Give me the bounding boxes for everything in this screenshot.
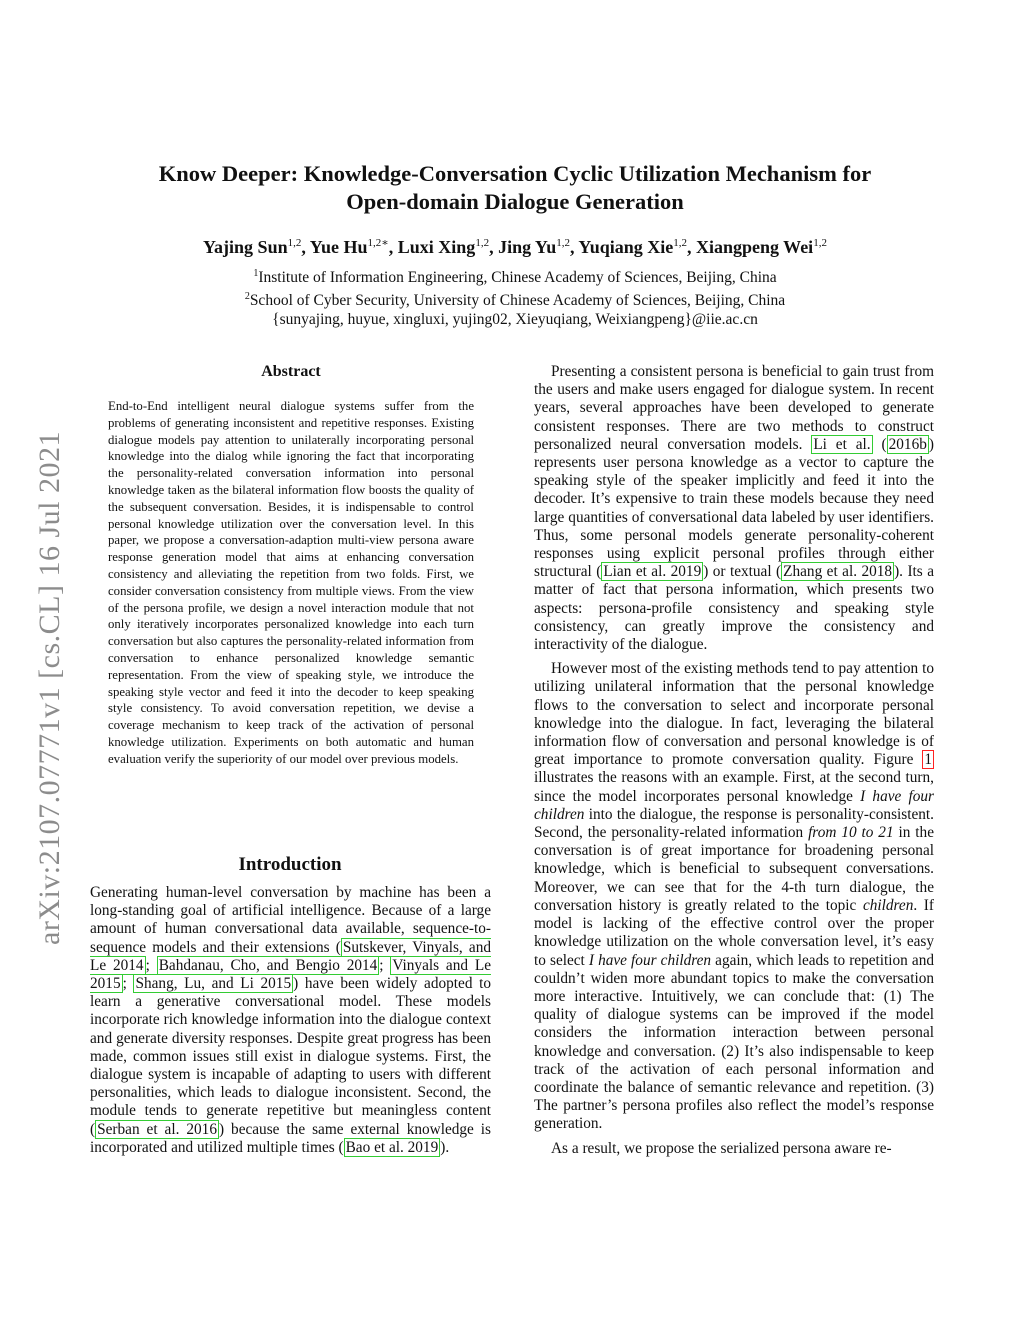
intro-text: ;: [379, 956, 391, 974]
author-affil: 1,2∗: [367, 237, 389, 249]
affiliation-marker: 1: [253, 268, 259, 279]
intro-text: ).: [440, 1138, 450, 1156]
intro-text: ;: [122, 975, 134, 993]
author-affil: 1,2: [813, 237, 827, 249]
paragraph-result: As a result, we propose the serialized persona aware re-: [551, 1139, 892, 1157]
body-text: again, which leads to repetition and couldn’t widen more abundant topics to make the conversation more interactive. Intuitively, we can conclude that: (1) The quality of dialogue systems can be improved if the model considers the information interaction between personal knowledge and conversation. (2) It’s also indispensable to keep track of the activation of each personal information and coordinate the balance of semantic relevance and repetition. (3) The partner’s persona profiles also reflect the model’s response generation.: [534, 951, 935, 1133]
body-text: ) or textual (: [703, 563, 782, 581]
author-list: Yajing Sun$^{1,2}$, Yue $Hu^{1,2∗}$, Luxi Xing$^{1,2}$, Jing Yu$^{1,2}$, Yuqiang Xie$^{1,2}$, Xiangpeng Wei$^{1,2}$: [203, 237, 827, 257]
author-affil: 1,2: [287, 237, 302, 249]
arxiv-watermark: arXiv:2107.07771v1 [cs.CL] 16 Jul 2021: [33, 431, 66, 945]
citation-link[interactable]: Lian et al. 2019: [603, 563, 702, 581]
citation-link[interactable]: Shang, Lu, and Li 2015: [135, 975, 292, 993]
intro-text: ) because the same external knowledge is incorporated and utilized multiple times (: [90, 1120, 491, 1156]
paper-title: [100, 160, 930, 216]
affiliation-text: Institute of Information Engineering, Chinese Academy of Sciences, Beijing, China: [258, 269, 777, 287]
citation-link[interactable]: Vinyals and Le 2015: [90, 956, 491, 993]
citation-link[interactable]: Serban et al. 2016: [97, 1120, 217, 1138]
abstract-body: End-to-End intelligent neural dialogue systems suffer from the problems of generating inconsistent and repetitive responses. Existing dialogue models pay attention to unilaterally incorporating personal knowledge into the dialog while ignoring the fact that incorporating the personality-related conversation information into personal knowledge taken as the bilateral information flow boosts the quality of the subsequent conversation. Besides, it is indispensable to control personal knowledge utilization over the conversation level. In this paper, we propose a conversation-adaption multi-view persona aware response generation model that aims at enhancing conversation consistency and alleviating the repetition from two folds. First, we consider conversation consistency from multiple views. From the view of the persona profile, we design a novel interaction module that not only iteratively incorporates personalized knowledge into each turn conversation but also captures the personality-related information from conversation to enhance personalized knowledge semantic representation. From the view of speaking style, we introduce the speaking style vector and feed it into the decoder to keep speaking style consistency. To avoid conversation repetition, we devise a coverage mechanism to keep track of the activation of personal knowledge utilization. Experiments on both automatic and human evaluation verify the superiority of our model over previous models.: [108, 399, 474, 766]
author-affil: 1,2: [475, 237, 490, 249]
author: Jing Yu: [498, 237, 557, 257]
author-emails: {sunyajing, huyue, xingluxi, yujing02, Xieyuqiang, Weixiangpeng}@iie.ac.cn: [272, 311, 758, 329]
emphasis-text: I have four children: [588, 951, 712, 969]
citation-link[interactable]: Bahdanau, Cho, and Bengio 2014: [158, 956, 378, 974]
author-affil: 1,2: [556, 237, 571, 249]
affiliation-2: [60, 287, 970, 310]
emphasis-text: from 10 to 21: [808, 824, 894, 842]
citation-link[interactable]: Bao et al. 2019: [345, 1138, 439, 1156]
introduction-heading: Introduction: [238, 854, 342, 875]
paragraph-bilateral: [534, 660, 934, 1133]
body-text: ). Its a matter of fact that persona information, which presents two aspects: persona-profile consistency and speaking style consistency, can greatly improve the consistency and interactivity of the dialogue.: [534, 563, 934, 654]
emphasis-text: children: [862, 896, 914, 914]
affiliations: [60, 264, 970, 329]
body-text: (: [872, 435, 887, 453]
title-line-2: Open-domain Dialogue Generation: [346, 189, 684, 214]
body-text: However most of the existing methods tend to pay attention to utilizing unilateral information that the personal knowledge flows to the conversation to select and incorporate personal knowledge into the dialogue. In fact, leveraging the bilateral information flow of conversation and personal knowledge is of great importance to promote conversation quality. Figure: [534, 660, 934, 769]
body-text: into the dialogue, the response is personality-consistent. Second, the personality-related information: [534, 805, 934, 842]
citation-link[interactable]: Zhang et al. 2018: [783, 563, 893, 581]
intro-text: ;: [145, 956, 157, 974]
body-text: illustrates the reasons with an example. First, at the second turn, since the model incorporates personal knowledge: [534, 769, 934, 805]
citation-link[interactable]: Li et al.: [813, 435, 871, 453]
body-text: ) represents user persona knowledge as a vector to capture the speaking style of the speaker implicitly and feed it into the decoder. It’s expensive to train these models because they need large quantities of conversational data labeled by user identifiers. Thus, some personal models generate personality-coherent responses using explicit personal profiles through either structural (: [534, 435, 934, 581]
introduction-paragraph: [90, 884, 491, 1157]
body-text: in the conversation is of great importance for broadening personal knowledge, which is beneficial to subsequent conversations. Moreover, we can see that for the 4-th turn dialogue, the conversation history is greatly related to the topic: [534, 824, 934, 914]
citation-link[interactable]: 2016b: [888, 435, 927, 453]
figure-ref-link[interactable]: 1: [924, 751, 932, 769]
emphasis-text: I have four children: [534, 787, 935, 823]
author: Yajing Sun: [203, 237, 288, 257]
title-line-1: Know Deeper: Knowledge-Conversation Cyclic Utilization Mechanism for: [158, 161, 872, 186]
author: Luxi Xing: [397, 237, 476, 257]
intro-text: Generating human-level conversation by machine has been a long-standing goal of artificial intelligence. Because of a large amount of human conversational data available, sequence-to-sequence models and their extensions (: [90, 884, 491, 956]
affiliation-marker: 2: [244, 291, 250, 303]
author-affil: 1,2: [673, 237, 687, 249]
body-text: Presenting a consistent persona is beneficial to gain trust from the users and make users engaged for dialogue system. In recent years, several approaches have been developed to generate consistent responses. There are two methods to construct personalized neural conversation models.: [534, 363, 934, 453]
body-text: . If model is lacking of the effective control over the proper knowledge utilization on the whole conversation level, it’s easy to select: [534, 896, 934, 969]
citation-link[interactable]: Sutskever, Vinyals, and Le 2014: [90, 938, 492, 974]
author: Yuqiang Xie: [578, 237, 674, 257]
affiliation-text: School of Cyber Security, University of Chinese Academy of Sciences, Beijing, China: [249, 292, 786, 310]
right-column: [534, 363, 934, 1164]
intro-text: ) have been widely adopted to learn a generative conversational model. These models incorporate rich knowledge information into the dialogue context and generate diversity responses. Despite great progress has been made, common issues still exist in dialogue systems. First, the dialogue system is incapable of adapting to users with different personalities, which leads to dialogue inconsistent. Second, the module tends to generate repetitive but meaningless content (: [90, 975, 491, 1138]
paragraph-persona: [534, 363, 934, 654]
abstract-heading: Abstract: [261, 363, 321, 380]
author: Yue Hu: [309, 237, 368, 257]
author: Xiangpeng Wei: [695, 237, 814, 257]
affiliation-1: [60, 264, 970, 287]
